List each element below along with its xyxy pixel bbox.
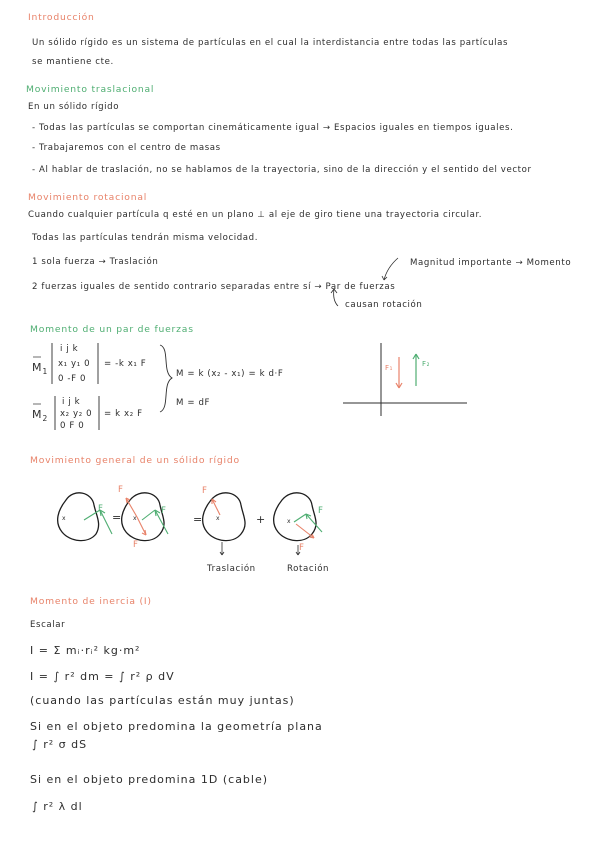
general-equals-2: = bbox=[193, 513, 204, 526]
det1-result: = -k x₁ F bbox=[104, 359, 147, 369]
traslacional-bullet-1: - Todas las partículas se comportan cinemáticamente igual → Espacios iguales en tiempos iguales. bbox=[32, 123, 514, 133]
inercia-formula-sum: I = Σ mᵢ·rᵢ² kg·m² bbox=[30, 644, 141, 657]
moment-2-symbol: $M_2$ bbox=[32, 408, 49, 424]
rotacional-line-1: Cuando cualquier partícula q esté en un plano ⊥ al eje de giro tiene una trayectoria circular. bbox=[28, 210, 483, 220]
force-label-green-2: F bbox=[161, 506, 167, 516]
cm-mark-1: x bbox=[62, 515, 67, 522]
inercia-note-particles: (cuando las partículas están muy juntas) bbox=[30, 694, 295, 707]
rotacional-note-rotacion: causan rotación bbox=[345, 300, 423, 310]
rotacional-line-3: 1 sola fuerza → Traslación bbox=[32, 257, 159, 267]
momento-par-heading: Momento de un par de fuerzas bbox=[30, 324, 194, 335]
traslacional-bullet-3: - Al hablar de traslación, no se hablamos de la trayectoria, sino de la dirección y el sentido del vector bbox=[32, 165, 532, 175]
moment-1-symbol: $M_1$ bbox=[32, 361, 49, 377]
inercia-formula-integral: I = ∫ r² dm = ∫ r² ρ dV bbox=[30, 670, 175, 683]
general-equals: = bbox=[112, 511, 123, 524]
inercia-sub: Escalar bbox=[30, 620, 66, 630]
force-label-orange-4: F bbox=[299, 543, 305, 553]
label-rotacion: Rotación bbox=[287, 564, 330, 574]
moment-total: M = k (x₂ - x₁) = k d·F bbox=[176, 369, 284, 379]
force-f2-label: F₂ bbox=[422, 360, 431, 368]
rotacional-note-momento: Magnitud importante → Momento bbox=[410, 258, 572, 268]
det2-row-1: x₂ y₂ 0 bbox=[60, 409, 93, 419]
intro-line-1: Un sólido rígido es un sistema de partículas en el cual la interdistancia entre todas las partículas bbox=[32, 38, 509, 48]
cm-mark-3: x bbox=[216, 515, 221, 522]
inercia-plane-integral: ∫ r² σ dS bbox=[32, 738, 88, 751]
inercia-cable-case: Si en el objeto predomina 1D (cable) bbox=[30, 773, 269, 786]
cm-mark-4: x bbox=[287, 518, 292, 525]
inercia-cable-integral: ∫ r² λ dl bbox=[32, 800, 83, 813]
label-traslacion: Traslación bbox=[207, 564, 256, 574]
cm-mark-2: x bbox=[133, 515, 138, 522]
force-label-green-3: F bbox=[318, 506, 324, 516]
traslacional-sub: En un sólido rígido bbox=[28, 102, 120, 112]
intro-line-2: se mantiene cte. bbox=[32, 57, 114, 67]
force-label-orange-1: F bbox=[118, 485, 124, 495]
det1-row-2: 0 -F 0 bbox=[58, 374, 87, 384]
traslacional-heading: Movimiento traslacional bbox=[26, 84, 155, 95]
force-label-orange-2: F bbox=[133, 540, 139, 550]
det1-row-ijk: i j k bbox=[60, 344, 79, 354]
rotacional-line-2: Todas las partículas tendrán misma velocidad. bbox=[32, 233, 259, 243]
force-label-green-1: F bbox=[98, 504, 104, 514]
det2-result: = k x₂ F bbox=[104, 409, 143, 419]
general-plus: + bbox=[256, 513, 267, 526]
moment-scalar: M = dF bbox=[176, 398, 211, 408]
force-f1-label: F₁ bbox=[385, 364, 394, 372]
det1-row-1: x₁ y₁ 0 bbox=[58, 359, 91, 369]
inercia-heading: Momento de inercia (I) bbox=[30, 596, 152, 607]
intro-heading: Introducción bbox=[28, 12, 95, 23]
inercia-plane-case: Si en el objeto predomina la geometría plana bbox=[30, 720, 323, 733]
det2-row-2: 0 F 0 bbox=[60, 421, 85, 431]
traslacional-bullet-2: - Trabajaremos con el centro de masas bbox=[32, 143, 221, 153]
force-label-orange-3: F bbox=[202, 486, 208, 496]
general-heading: Movimiento general de un sólido rígido bbox=[30, 455, 240, 466]
det2-row-ijk: i j k bbox=[62, 397, 81, 407]
rotacional-heading: Movimiento rotacional bbox=[28, 192, 148, 203]
rotacional-line-4: 2 fuerzas iguales de sentido contrario separadas entre sí → Par de fuerzas bbox=[32, 282, 396, 292]
